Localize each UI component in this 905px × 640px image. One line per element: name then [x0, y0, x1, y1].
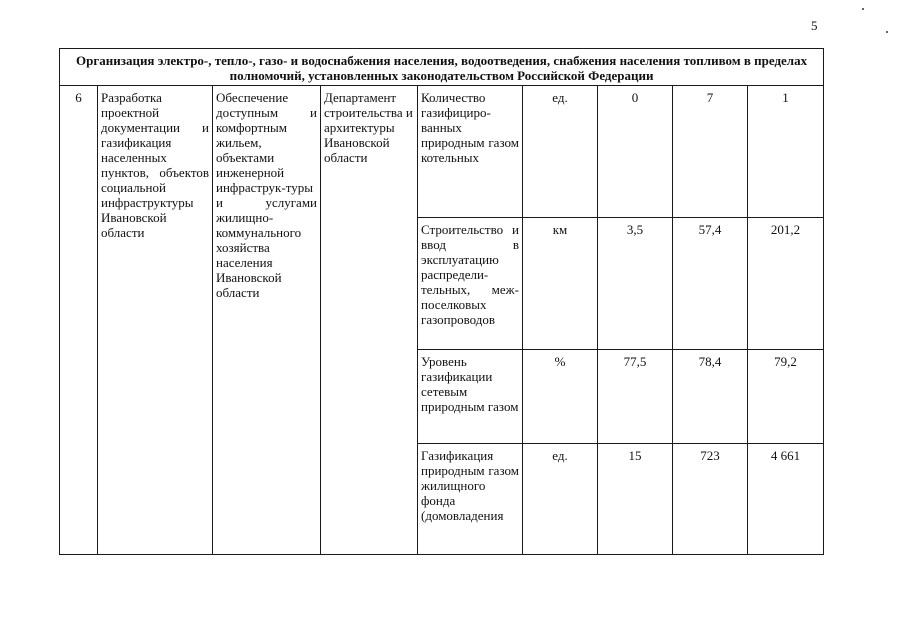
indicator-value-1: 15	[598, 444, 673, 555]
indicator-value-3: 79,2	[748, 350, 824, 444]
indicator-value-2: 78,4	[673, 350, 748, 444]
indicator-value-1: 0	[598, 86, 673, 218]
indicator-name: Количество газифициро-ванных природным газом котельных	[418, 86, 523, 218]
table-row	[60, 86, 824, 218]
row-number: 6	[60, 86, 98, 555]
section-header-row	[60, 49, 824, 86]
indicator-unit: ед.	[523, 444, 598, 555]
scan-speck	[886, 31, 888, 33]
indicator-value-2: 57,4	[673, 218, 748, 350]
indicator-value-1: 77,5	[598, 350, 673, 444]
indicator-value-2: 723	[673, 444, 748, 555]
indicator-name: Уровень газификации сетевым природным газом	[418, 350, 523, 444]
section-title: Организация электро-, тепло-, газо- и водоснабжения населения, водоотведения, снабжения населения топливом в пределах полномочий, установленных законодательством Российской Федерации	[60, 49, 824, 86]
indicator-unit: км	[523, 218, 598, 350]
indicator-name: Газификация природным газом жилищного фонда (домовладения	[418, 444, 523, 555]
scan-speck	[862, 8, 864, 10]
responsible-cell: Департамент строительства и архитектуры Ивановской области	[321, 86, 418, 555]
activity-cell: Разработка проектной документации и газификация населенных пунктов, объектов социальной инфраструктуры Ивановской области	[98, 86, 213, 555]
program-table	[59, 48, 824, 555]
indicator-name: Строительство и ввод в эксплуатацию распредели-тельных, меж-поселковых газопроводов	[418, 218, 523, 350]
indicator-value-3: 1	[748, 86, 824, 218]
indicator-value-1: 3,5	[598, 218, 673, 350]
indicator-value-3: 201,2	[748, 218, 824, 350]
indicator-value-3: 4 661	[748, 444, 824, 555]
goal-cell: Обеспечение доступным и комфортным жильем, объектами инженерной инфраструк-туры и услугами жилищно-коммунального хозяйства населения Ивановской области	[213, 86, 321, 555]
indicator-unit: ед.	[523, 86, 598, 218]
indicator-unit: %	[523, 350, 598, 444]
indicator-value-2: 7	[673, 86, 748, 218]
page-number: 5	[811, 18, 818, 33]
